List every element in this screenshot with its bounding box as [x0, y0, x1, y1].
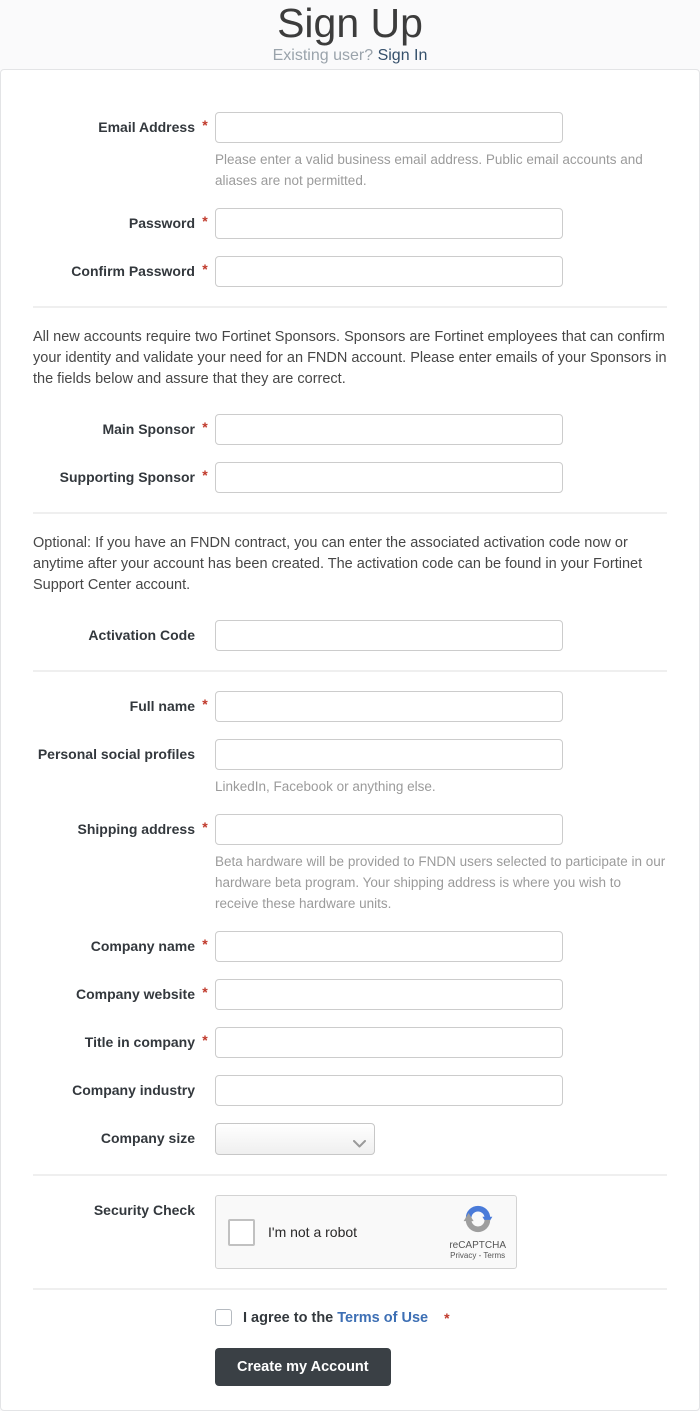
agree-row	[215, 1309, 667, 1326]
company-website-input[interactable]	[215, 979, 563, 1010]
required-asterisk: *	[202, 419, 208, 435]
section-divider	[33, 512, 667, 514]
field-row-full-name	[33, 691, 667, 722]
recaptcha-links-separator: -	[478, 1251, 482, 1261]
required-spacer	[195, 1075, 215, 1080]
required-asterisk: *	[202, 696, 208, 712]
section-divider	[33, 306, 667, 308]
main-sponsor-input[interactable]	[215, 414, 563, 445]
social-profiles-help-text: LinkedIn, Facebook or anything else.	[215, 779, 436, 794]
field-row-company-size	[33, 1123, 667, 1155]
activation-note: Optional: If you have an FNDN contract, you can enter the associated activation code now or anytime after your account has been created. The activation code can be found in your Fortinet Support Center account.	[33, 535, 643, 593]
email-label: Email Address	[98, 119, 195, 135]
activation-code-label: Activation Code	[88, 627, 195, 643]
supporting-sponsor-label: Supporting Sponsor	[59, 469, 195, 485]
email-help-text: Please enter a valid business email address. Public email accounts and aliases are not permitted.	[215, 152, 643, 188]
page-header	[0, 0, 700, 69]
field-row-shipping-address	[33, 814, 667, 914]
supporting-sponsor-input[interactable]	[215, 462, 563, 493]
required-asterisk: *	[202, 117, 208, 133]
company-website-label: Company website	[75, 986, 195, 1002]
shipping-address-label: Shipping address	[77, 821, 195, 837]
field-row-confirm-password	[33, 256, 667, 287]
activation-code-input[interactable]	[215, 620, 563, 651]
required-asterisk: *	[202, 467, 208, 483]
agree-label	[243, 1310, 428, 1326]
password-label: Password	[128, 215, 195, 231]
recaptcha-checkbox-label: I'm not a robot	[268, 1224, 358, 1240]
company-name-label: Company name	[90, 938, 195, 954]
security-check-label: Security Check	[93, 1202, 195, 1218]
field-row-password	[33, 208, 667, 239]
full-name-label: Full name	[129, 698, 195, 714]
required-asterisk: *	[444, 1309, 450, 1326]
shipping-address-help-text: Beta hardware will be provided to FNDN users selected to participate in our hardware beta program. Your shipping address is where you wish to receive these hardware units.	[215, 854, 666, 911]
required-asterisk: *	[202, 261, 208, 277]
required-spacer	[195, 1195, 215, 1200]
recaptcha-brand	[449, 1203, 506, 1260]
email-input[interactable]	[215, 112, 563, 143]
required-asterisk: *	[202, 213, 208, 229]
main-sponsor-label: Main Sponsor	[102, 421, 195, 437]
field-row-main-sponsor	[33, 414, 667, 445]
field-row-company-name	[33, 931, 667, 962]
recaptcha-brand-name: reCAPTCHA	[449, 1239, 506, 1251]
field-row-security-check	[33, 1195, 667, 1269]
company-name-input[interactable]	[215, 931, 563, 962]
company-industry-label: Company industry	[72, 1082, 195, 1098]
terms-of-use-link[interactable]: Terms of Use	[337, 1309, 429, 1326]
section-divider	[33, 1288, 667, 1290]
section-divider	[33, 670, 667, 672]
full-name-input[interactable]	[215, 691, 563, 722]
recaptcha-logo-icon	[463, 1203, 493, 1238]
social-profiles-label: Personal social profiles	[37, 746, 195, 762]
social-profiles-input[interactable]	[215, 739, 563, 770]
signin-subtitle	[0, 47, 700, 65]
title-in-company-label: Title in company	[84, 1034, 195, 1050]
required-spacer	[195, 739, 215, 744]
field-row-social-profiles	[33, 739, 667, 797]
field-row-company-industry	[33, 1075, 667, 1106]
shipping-address-input[interactable]	[215, 814, 563, 845]
required-spacer	[195, 1123, 215, 1128]
existing-user-text: Existing user?	[272, 47, 374, 64]
field-row-supporting-sponsor	[33, 462, 667, 493]
submit-row	[215, 1326, 667, 1386]
page-title: Sign Up	[277, 0, 423, 46]
field-row-title-in-company	[33, 1027, 667, 1058]
confirm-password-input[interactable]	[215, 256, 563, 287]
agree-label-text: I agree to the	[243, 1309, 334, 1326]
company-size-label: Company size	[100, 1130, 195, 1146]
signin-link[interactable]: Sign In	[377, 47, 428, 64]
required-spacer	[195, 620, 215, 625]
recaptcha-privacy-link[interactable]: Privacy	[450, 1251, 477, 1261]
recaptcha-checkbox[interactable]	[228, 1219, 255, 1246]
title-in-company-input[interactable]	[215, 1027, 563, 1058]
required-asterisk: *	[202, 984, 208, 1000]
required-asterisk: *	[202, 1032, 208, 1048]
required-asterisk: *	[202, 936, 208, 952]
sponsors-note: All new accounts require two Fortinet Sponsors. Sponsors are Fortinet employees that can confirm your identity and validate your need for an FNDN account. Please enter emails of your Sponsors in the fields below and assure that they are correct.	[33, 329, 667, 387]
confirm-password-label: Confirm Password	[71, 263, 195, 279]
required-asterisk: *	[202, 819, 208, 835]
agree-checkbox[interactable]	[215, 1309, 232, 1326]
password-input[interactable]	[215, 208, 563, 239]
signup-form	[33, 112, 667, 1386]
field-row-company-website	[33, 979, 667, 1010]
recaptcha-widget	[215, 1195, 517, 1269]
section-divider	[33, 1174, 667, 1176]
recaptcha-links	[450, 1251, 505, 1260]
company-size-select[interactable]	[215, 1123, 375, 1155]
create-account-button[interactable]: Create my Account	[215, 1348, 391, 1386]
company-industry-input[interactable]	[215, 1075, 563, 1106]
field-row-activation-code	[33, 620, 667, 651]
recaptcha-terms-link[interactable]: Terms	[483, 1251, 506, 1261]
field-row-email	[33, 112, 667, 191]
signup-card	[0, 69, 700, 1411]
